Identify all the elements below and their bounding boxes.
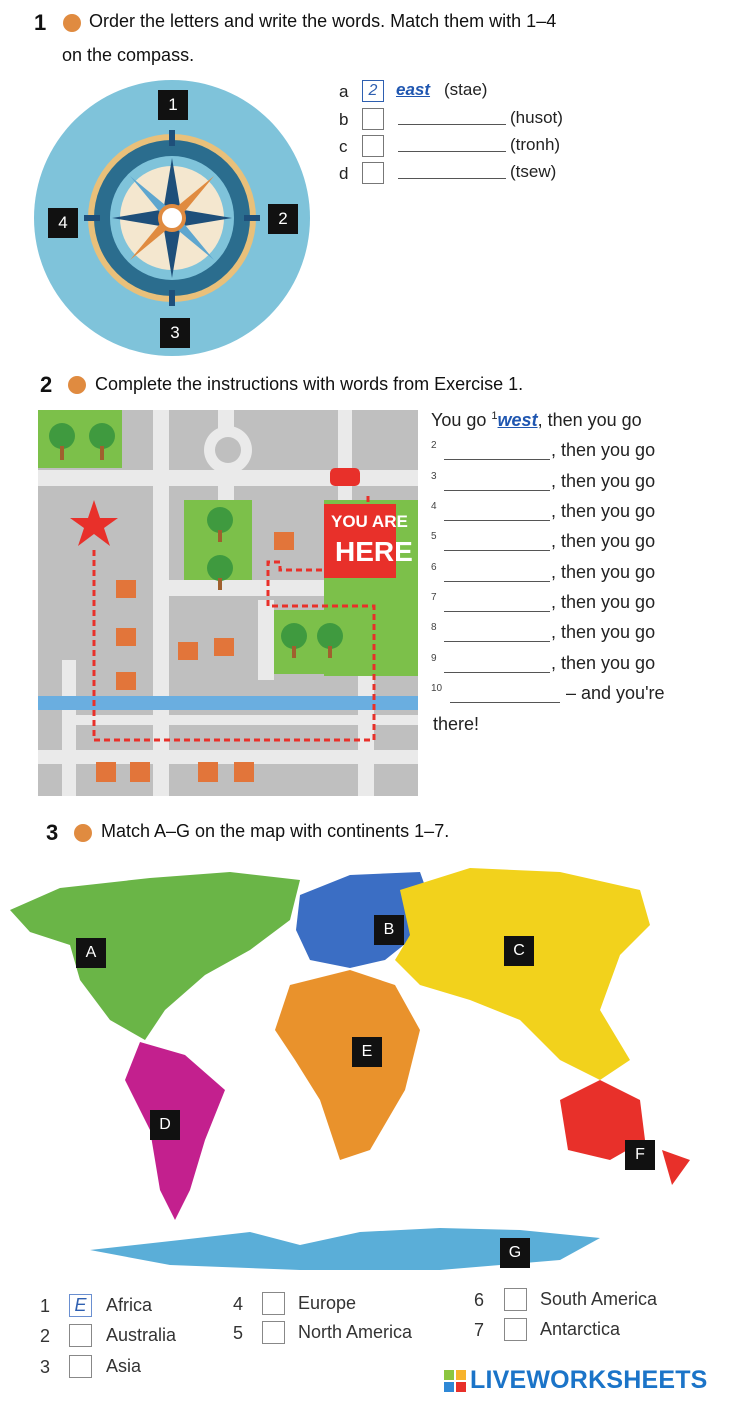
you-are-here-sign-line2: HERE: [335, 536, 413, 567]
continent-4-num: 4: [233, 1294, 244, 1314]
instruction-1-then: , then you go: [537, 410, 642, 430]
row-a-letter: a: [339, 82, 349, 101]
instruction-6-field[interactable]: [444, 581, 550, 582]
instruction-7-sup: 7: [431, 592, 437, 603]
map-label-f: F: [625, 1140, 655, 1170]
row-b-box[interactable]: [362, 108, 384, 130]
continent-7-box[interactable]: [504, 1318, 527, 1341]
row-d-scramble: (tsew): [510, 162, 557, 181]
exercise-2-title: Complete the instructions with words from Exercise 1.: [95, 374, 524, 394]
continent-6-box[interactable]: [504, 1288, 527, 1311]
continent-2-name: Australia: [106, 1325, 177, 1345]
exercise-1-title-line2: on the compass.: [62, 45, 195, 65]
world-map-illustration: [0, 860, 700, 1290]
exercise-2-number: 2: [40, 372, 53, 397]
exercise-1-number: 1: [34, 10, 47, 35]
instruction-9-sup: 9: [431, 653, 437, 664]
instruction-intro-text: You go: [431, 410, 487, 430]
instruction-2-sup: 2: [431, 440, 437, 451]
compass-label-1: 1: [158, 90, 188, 120]
instruction-8-then: , then you go: [551, 622, 656, 642]
instruction-4-sup: 4: [431, 501, 437, 512]
row-b-answer-field[interactable]: [398, 124, 506, 125]
instruction-7-field[interactable]: [444, 611, 550, 612]
instruction-9-then: , then you go: [551, 653, 656, 673]
liveworksheets-logo-icon: [444, 1370, 466, 1392]
continent-3-num: 3: [40, 1357, 51, 1377]
instruction-intro: [431, 410, 642, 431]
instruction-5-sup: 5: [431, 531, 437, 542]
exercise-3-bullet-icon: [74, 824, 92, 842]
instruction-10-sup: 10: [431, 683, 443, 694]
row-a-box[interactable]: 2: [362, 80, 384, 102]
continent-7-name: Antarctica: [540, 1319, 621, 1339]
instruction-9-field[interactable]: [444, 672, 550, 673]
instruction-10-text: – and you're: [566, 683, 665, 703]
map-label-e: E: [352, 1037, 382, 1067]
continent-7-num: 7: [474, 1320, 485, 1340]
instruction-10-field[interactable]: [450, 702, 560, 703]
instruction-8-sup: 8: [431, 622, 437, 633]
map-label-c: C: [504, 936, 534, 966]
continent-4-name: Europe: [298, 1293, 357, 1313]
instruction-end-text: there!: [433, 714, 480, 734]
liveworksheets-logo-text: LIVEWORKSHEETS: [470, 1366, 708, 1394]
row-a-scramble: (stae): [444, 80, 488, 99]
instruction-2-field[interactable]: [444, 459, 550, 460]
instruction-5-field[interactable]: [444, 550, 550, 551]
row-c-answer-field[interactable]: [398, 151, 506, 152]
map-label-a: A: [76, 938, 106, 968]
exercise-3-number: 3: [46, 820, 59, 845]
exercise-3-title: Match A–G on the map with continents 1–7.: [101, 821, 450, 841]
map-label-g: G: [500, 1238, 530, 1268]
map-label-d: D: [150, 1110, 180, 1140]
exercise-1-bullet-icon: [63, 14, 81, 32]
continent-3-box[interactable]: [69, 1355, 92, 1378]
compass-label-2: 2: [268, 204, 298, 234]
instruction-1-sup: 1: [491, 410, 498, 422]
instruction-2-then: , then you go: [551, 440, 656, 460]
instruction-3-field[interactable]: [444, 490, 550, 491]
compass-label-3: 3: [160, 318, 190, 348]
continent-1-box-value: E: [74, 1295, 87, 1315]
instruction-8-field[interactable]: [444, 641, 550, 642]
instruction-3-sup: 3: [431, 471, 437, 482]
instruction-4-then: , then you go: [551, 501, 656, 521]
row-d-box[interactable]: [362, 162, 384, 184]
exercise-2-bullet-icon: [68, 376, 86, 394]
row-a-answer[interactable]: east: [396, 80, 431, 99]
map-label-b: B: [374, 915, 404, 945]
continent-5-num: 5: [233, 1323, 244, 1343]
row-c-box[interactable]: [362, 135, 384, 157]
instruction-5-then: , then you go: [551, 531, 656, 551]
continent-2-box[interactable]: [69, 1324, 92, 1347]
instruction-6-sup: 6: [431, 562, 437, 573]
exercise-1-title-line1: Order the letters and write the words. Match them with 1–4: [89, 11, 557, 31]
instruction-3-then: , then you go: [551, 471, 656, 491]
continent-1-box[interactable]: [69, 1294, 92, 1317]
row-b-letter: b: [339, 110, 349, 129]
instruction-1-answer[interactable]: west: [497, 410, 538, 430]
continent-1-num: 1: [40, 1296, 51, 1316]
continent-1-name: Africa: [106, 1295, 153, 1315]
continent-5-box[interactable]: [262, 1321, 285, 1344]
liveworksheets-logo: [444, 1366, 708, 1395]
instruction-4-field[interactable]: [444, 520, 550, 521]
row-d-letter: d: [339, 164, 349, 183]
street-map-illustration: [38, 410, 418, 796]
instruction-6-then: , then you go: [551, 562, 656, 582]
instruction-7-then: , then you go: [551, 592, 656, 612]
row-c-letter: c: [339, 137, 348, 156]
you-are-here-sign-line1: YOU ARE: [331, 512, 408, 531]
continent-3-name: Asia: [106, 1356, 142, 1376]
row-c-scramble: (tronh): [510, 135, 561, 154]
compass-label-4: 4: [48, 208, 78, 238]
row-b-scramble: (husot): [510, 108, 563, 127]
continent-2-num: 2: [40, 1326, 51, 1346]
continent-6-name: South America: [540, 1289, 658, 1309]
continent-4-box[interactable]: [262, 1292, 285, 1315]
continent-6-num: 6: [474, 1290, 485, 1310]
row-d-answer-field[interactable]: [398, 178, 506, 179]
continent-5-name: North America: [298, 1322, 413, 1342]
